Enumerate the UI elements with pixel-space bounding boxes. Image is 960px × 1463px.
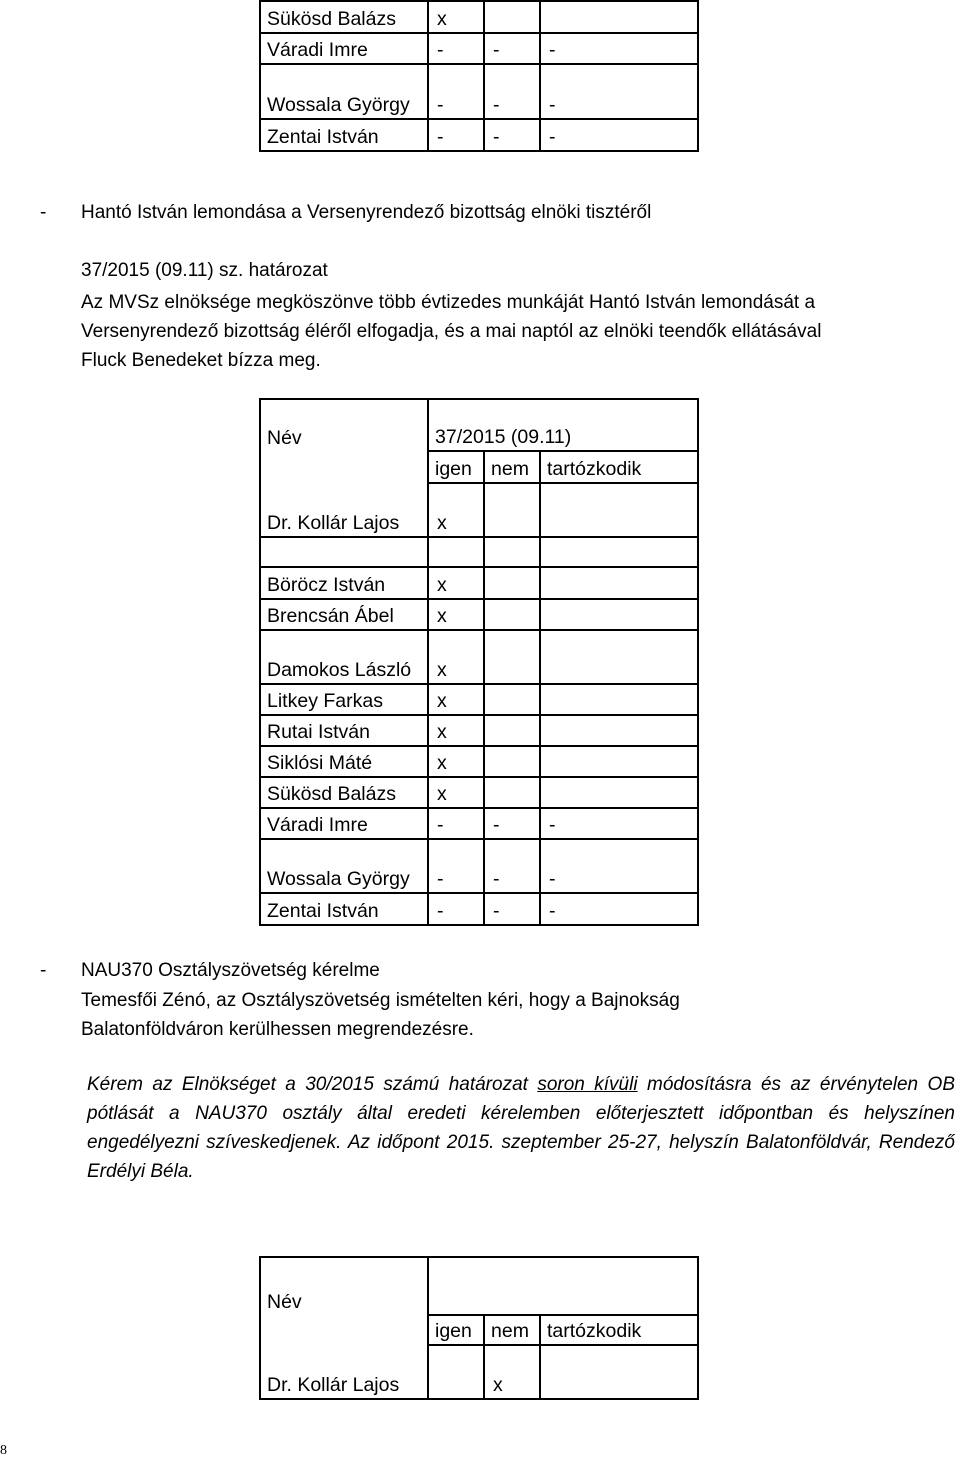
vote-tartozkodik: - bbox=[540, 893, 698, 925]
item2-dash: - bbox=[40, 960, 47, 981]
vote-nem: - bbox=[484, 33, 540, 64]
spacer-cell bbox=[428, 537, 484, 567]
vote-igen: x bbox=[428, 777, 484, 808]
table-row bbox=[260, 483, 698, 537]
vote-tartozkodik bbox=[540, 715, 698, 746]
table-row bbox=[260, 777, 698, 808]
member-name: Váradi Imre bbox=[260, 33, 428, 64]
member-name: Zentai István bbox=[260, 893, 428, 925]
table-row bbox=[260, 746, 698, 777]
vote-igen: - bbox=[428, 808, 484, 839]
vote-nem: - bbox=[484, 64, 540, 119]
vote-tartozkodik bbox=[540, 483, 698, 537]
member-name: Wossala György bbox=[260, 64, 428, 119]
table-row bbox=[260, 64, 698, 119]
col-header-name: Név bbox=[260, 1257, 428, 1315]
member-name: Zentai István bbox=[260, 119, 428, 151]
vote-nem bbox=[484, 483, 540, 537]
vote-igen: x bbox=[428, 715, 484, 746]
item1-title: Hantó István lemondása a Versenyrendező bizottság elnöki tisztéről bbox=[81, 202, 652, 223]
vote-nem bbox=[484, 777, 540, 808]
table-row bbox=[260, 33, 698, 64]
vote-igen: x bbox=[428, 746, 484, 777]
col-header-tartozkodik: tartózkodik bbox=[540, 451, 698, 483]
col-header-resolution: 37/2015 (09.11) bbox=[428, 399, 698, 451]
vote-tartozkodik bbox=[540, 567, 698, 599]
col-header-name: Név bbox=[260, 399, 428, 451]
vote-tartozkodik: - bbox=[540, 64, 698, 119]
resolution-number: 37/2015 (09.11) sz. határozat bbox=[81, 260, 328, 281]
table-row bbox=[260, 684, 698, 715]
resolution-line-2: Versenyrendező bizottság éléről elfogadja, és a mai naptól az elnöki teendők ellátásával bbox=[81, 321, 822, 342]
vote-igen: x bbox=[428, 599, 484, 630]
spacer-cell bbox=[484, 537, 540, 567]
resolution-line-3: Fluck Benedeket bízza meg. bbox=[81, 350, 321, 371]
vote-nem bbox=[484, 599, 540, 630]
col-header-blank bbox=[260, 1315, 428, 1345]
item1-dash: - bbox=[40, 202, 47, 223]
col-header-igen: igen bbox=[428, 451, 484, 483]
vote-tartozkodik bbox=[540, 1345, 698, 1399]
vote-igen-empty bbox=[428, 1345, 484, 1399]
vote-tartozkodik bbox=[540, 630, 698, 684]
table-row bbox=[260, 839, 698, 893]
spacer-cell bbox=[260, 537, 428, 567]
member-name: Siklósi Máté bbox=[260, 746, 428, 777]
vote-tartozkodik bbox=[540, 599, 698, 630]
table-row bbox=[260, 567, 698, 599]
table-row bbox=[260, 1345, 698, 1399]
vote-igen: - bbox=[428, 893, 484, 925]
vote-igen: x bbox=[428, 684, 484, 715]
spacer-cell bbox=[540, 537, 698, 567]
vote-nem bbox=[484, 684, 540, 715]
table-header-row bbox=[260, 1315, 698, 1345]
vote-tartozkodik bbox=[540, 684, 698, 715]
vote-igen: - bbox=[428, 119, 484, 151]
member-name: Dr. Kollár Lajos bbox=[260, 483, 428, 537]
table-row bbox=[260, 808, 698, 839]
vote-igen: x bbox=[428, 1, 484, 33]
vote-igen: x bbox=[428, 483, 484, 537]
item2-body-1: Temesfői Zénó, az Osztályszövetség ismételten kéri, hogy a Bajnokság bbox=[81, 990, 680, 1011]
vote-nem bbox=[484, 715, 540, 746]
member-name: Rutai István bbox=[260, 715, 428, 746]
vote-igen: - bbox=[428, 33, 484, 64]
table-header-row bbox=[260, 1257, 698, 1315]
vote-tartozkodik bbox=[540, 746, 698, 777]
vote-tartozkodik: - bbox=[540, 839, 698, 893]
vote-nem bbox=[484, 567, 540, 599]
vote-tartozkodik bbox=[540, 777, 698, 808]
vote-tartozkodik: - bbox=[540, 119, 698, 151]
vote-tartozkodik: - bbox=[540, 33, 698, 64]
table-row bbox=[260, 599, 698, 630]
vote-nem: - bbox=[484, 119, 540, 151]
member-name: Wossala György bbox=[260, 839, 428, 893]
vote-igen: x bbox=[428, 567, 484, 599]
member-name: Brencsán Ábel bbox=[260, 599, 428, 630]
request-text-2: módosításra és az érvénytelen OB pótlását a NAU370 osztály által eredeti kérelemben előterjesztett időpontban és helyszínen engedélyezni szíveskedjenek. Az időpont 2015. szeptember 25-27, helyszín Balatonföldvár, Rendező Erdélyi Béla. bbox=[87, 1074, 955, 1182]
member-name: Damokos László bbox=[260, 630, 428, 684]
col-header-nem: nem bbox=[484, 1315, 540, 1345]
table-header-row bbox=[260, 399, 698, 451]
vote-tartozkodik: - bbox=[540, 808, 698, 839]
table-header-row bbox=[260, 451, 698, 483]
item2-body-2: Balatonföldváron kerülhessen megrendezésre. bbox=[81, 1019, 474, 1040]
request-underlined: soron kívüli bbox=[537, 1074, 638, 1095]
col-header-nem: nem bbox=[484, 451, 540, 483]
col-header-resolution bbox=[428, 1257, 698, 1315]
vote-igen: - bbox=[428, 839, 484, 893]
vote-nem: x bbox=[484, 1345, 540, 1399]
resolution-line-1: Az MVSz elnöksége megköszönve több évtizedes munkáját Hantó István lemondását a bbox=[81, 292, 816, 313]
member-name: Sükösd Balázs bbox=[260, 1, 428, 33]
vote-nem: - bbox=[484, 839, 540, 893]
table-spacer-row bbox=[260, 537, 698, 567]
table-row bbox=[260, 893, 698, 925]
col-header-blank bbox=[260, 451, 428, 483]
vote-table bbox=[259, 398, 699, 926]
table-row bbox=[260, 1, 698, 33]
member-name: Böröcz István bbox=[260, 567, 428, 599]
vote-table-2 bbox=[259, 1256, 699, 1400]
page-number: 8 bbox=[0, 1443, 7, 1458]
member-name: Dr. Kollár Lajos bbox=[260, 1345, 428, 1399]
vote-igen: - bbox=[428, 64, 484, 119]
table-row bbox=[260, 630, 698, 684]
table-row bbox=[260, 119, 698, 151]
vote-igen: x bbox=[428, 630, 484, 684]
table-row bbox=[260, 715, 698, 746]
vote-table-continuation bbox=[259, 0, 699, 152]
member-name: Litkey Farkas bbox=[260, 684, 428, 715]
col-header-tartozkodik: tartózkodik bbox=[540, 1315, 698, 1345]
member-name: Sükösd Balázs bbox=[260, 777, 428, 808]
request-paragraph bbox=[87, 1070, 955, 1186]
vote-tartozkodik bbox=[540, 1, 698, 33]
item2-title: NAU370 Osztályszövetség kérelme bbox=[81, 960, 380, 981]
member-name: Váradi Imre bbox=[260, 808, 428, 839]
col-header-igen: igen bbox=[428, 1315, 484, 1345]
vote-nem bbox=[484, 630, 540, 684]
request-text-1: Kérem az Elnökséget a 30/2015 számú határozat bbox=[87, 1074, 538, 1095]
vote-nem: - bbox=[484, 893, 540, 925]
vote-nem: - bbox=[484, 808, 540, 839]
vote-nem bbox=[484, 746, 540, 777]
vote-nem bbox=[484, 1, 540, 33]
